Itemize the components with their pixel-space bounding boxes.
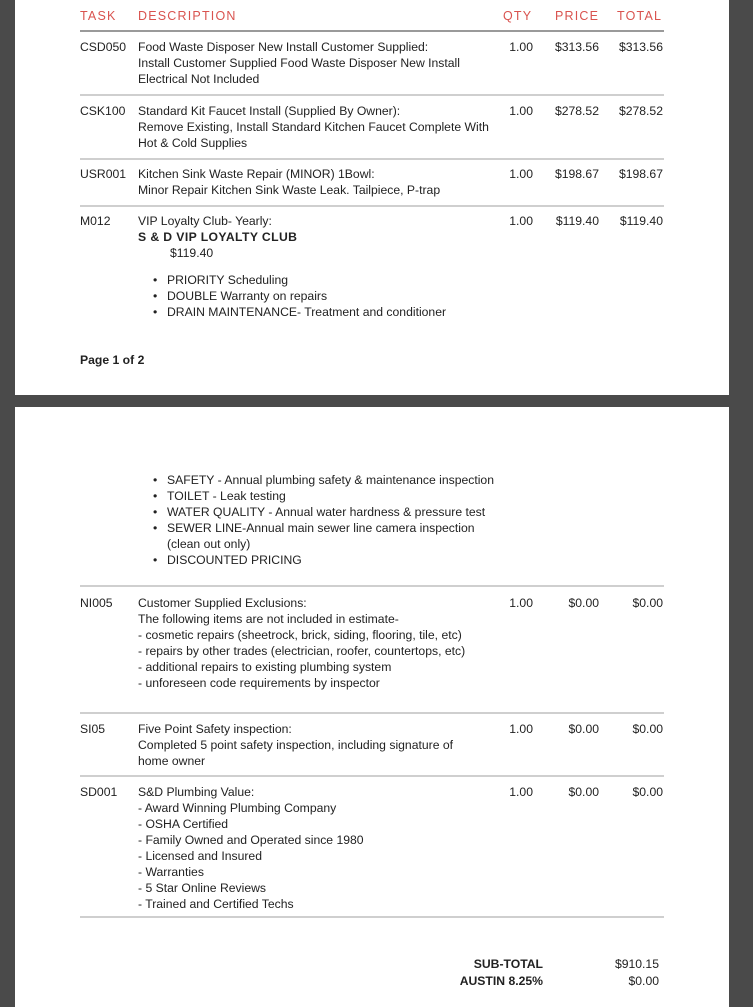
row-price: $0.00 [568, 596, 599, 610]
row-qty: 1.00 [509, 40, 533, 54]
row-description: Customer Supplied Exclusions: The following items are not included in estimate- - cosmetic repairs (sheetrock, brick, siding, flooring, tile, etc) - repairs by other trades (electrician, roofer, countertops, etc) - additional repairs to existing plumbing system - unforeseen code requirements by inspector [138, 596, 466, 690]
row-task: M012 [80, 214, 111, 228]
row-qty: 1.00 [509, 104, 533, 118]
list-item: • PRIORITY Scheduling [153, 272, 446, 288]
row-price: $119.40 [555, 214, 599, 228]
row-price: $0.00 [568, 722, 599, 736]
subtotal-label: SUB-TOTAL [473, 957, 543, 971]
row-description: Kitchen Sink Waste Repair (MINOR) 1Bowl: Minor Repair Kitchen Sink Waste Leak. Tailpiece, P-trap [138, 167, 441, 197]
subtotal-value: $910.15 [614, 957, 659, 971]
row-task: CSD050 [80, 40, 127, 54]
row-task: CSK100 [80, 104, 126, 118]
row-qty: 1.00 [509, 785, 533, 799]
row-divider [80, 775, 664, 777]
row-qty: 1.00 [509, 596, 533, 610]
header-description: DESCRIPTION [138, 9, 237, 23]
list-item: • DOUBLE Warranty on repairs [153, 288, 446, 304]
list-item: • SEWER LINE-Annual main sewer line camera inspection [153, 520, 494, 536]
row-price: $198.67 [554, 167, 599, 181]
row-total: $0.00 [632, 596, 663, 610]
row-description: Five Point Safety inspection: Completed 5 point safety inspection, including signature of home owner [138, 722, 454, 768]
row-divider [80, 205, 664, 207]
row-total: $0.00 [632, 722, 663, 736]
document-page-1 [15, 0, 729, 395]
loyalty-benefits-list-continued [153, 472, 494, 568]
list-item: (clean out only) [167, 537, 251, 551]
row-divider [80, 585, 664, 587]
row-divider [80, 712, 664, 714]
row-price: $0.00 [568, 785, 599, 799]
row-description: S&D Plumbing Value: - Award Winning Plumbing Company - OSHA Certified - Family Owned and Operated since 1980 - Licensed and Insured - Warranties - 5 Star Online Reviews - Trained and Certified Techs [138, 785, 364, 911]
row-total: $119.40 [619, 214, 663, 228]
row-description: Food Waste Disposer New Install Customer Supplied: Install Customer Supplied Food Waste Disposer New Install Electrical Not Included [138, 40, 460, 86]
row-task: SD001 [80, 785, 118, 799]
row-task: SI05 [80, 722, 106, 736]
row-divider [80, 94, 664, 96]
tax-value: $0.00 [628, 974, 659, 988]
row-qty: 1.00 [509, 167, 533, 181]
loyalty-benefits-list [153, 272, 446, 320]
row-description: VIP Loyalty Club- Yearly: [138, 214, 272, 228]
row-total: $278.52 [618, 104, 663, 118]
row-price: $278.52 [554, 104, 599, 118]
club-price: $119.40 [170, 246, 214, 260]
tax-label: AUSTIN 8.25% [459, 974, 543, 988]
row-total: $198.67 [618, 167, 663, 181]
row-description: Standard Kit Faucet Install (Supplied By Owner): Remove Existing, Install Standard Kitchen Faucet Complete With Hot & Cold Supplies [138, 104, 489, 150]
row-price: $313.56 [554, 40, 599, 54]
list-item: • SAFETY - Annual plumbing safety & maintenance inspection [153, 472, 494, 488]
row-task: USR001 [80, 167, 127, 181]
row-divider [80, 158, 664, 160]
list-item: • DISCOUNTED PRICING [153, 552, 494, 568]
row-qty: 1.00 [509, 722, 533, 736]
row-task: NI005 [80, 596, 113, 610]
header-qty: QTY [503, 9, 533, 23]
header-price: PRICE [555, 9, 600, 23]
row-divider [80, 916, 664, 918]
row-total: $0.00 [632, 785, 663, 799]
row-total: $313.56 [618, 40, 663, 54]
header-task: TASK [80, 9, 117, 23]
header-total: TOTAL [617, 9, 663, 23]
list-item: • TOILET - Leak testing [153, 488, 494, 504]
list-item: • WATER QUALITY - Annual water hardness & pressure test [153, 504, 494, 520]
list-item: • DRAIN MAINTENANCE- Treatment and conditioner [153, 304, 446, 320]
header-rule [80, 30, 664, 32]
page-number: Page 1 of 2 [80, 353, 145, 367]
document-page-2 [15, 407, 729, 1007]
club-name: S & D VIP LOYALTY CLUB [138, 230, 298, 244]
row-qty: 1.00 [509, 214, 533, 228]
